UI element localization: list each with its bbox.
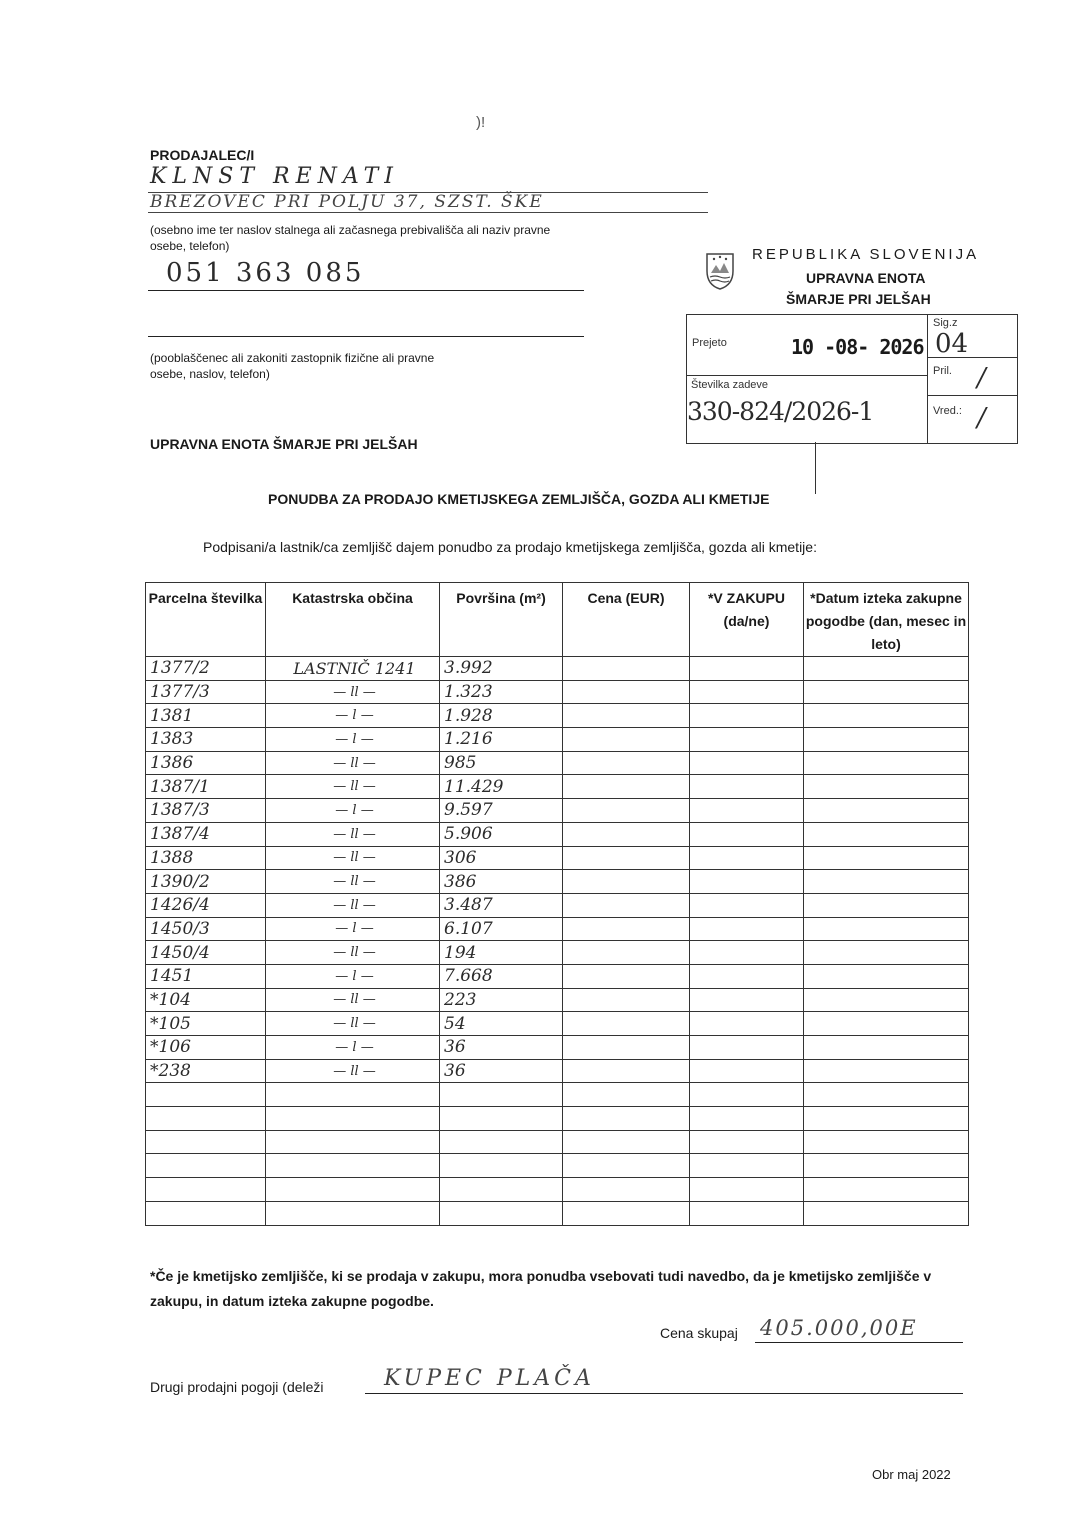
header-lease-end: *Datum izteka zakupne pogodbe (dan, mesec in leto) — [804, 583, 969, 657]
cell-cadastral: — ll — — [266, 775, 440, 799]
cell-area — [440, 1154, 563, 1178]
cell-cadastral: LASTNIČ 1241 — [266, 657, 440, 681]
total-price-label: Cena skupaj — [660, 1325, 738, 1341]
cell-lease-end — [804, 846, 969, 870]
cell-area: 223 — [440, 988, 563, 1012]
coat-of-arms-icon — [704, 251, 736, 291]
cell-parcel — [146, 1130, 266, 1154]
cell-lease-end — [804, 1083, 969, 1107]
cell-area: 3.487 — [440, 893, 563, 917]
cell-cadastral — [266, 1130, 440, 1154]
form-id: Obr maj 2022 — [872, 1467, 951, 1482]
pril-label: Pril. — [933, 365, 952, 377]
cell-lease-end — [804, 704, 969, 728]
cell-area: 36 — [440, 1059, 563, 1083]
cell-cadastral: — l — — [266, 917, 440, 941]
cell-lease-end — [804, 964, 969, 988]
cell-area: 6.107 — [440, 917, 563, 941]
cell-lease — [690, 964, 804, 988]
cell-price — [563, 941, 690, 965]
cell-lease — [690, 822, 804, 846]
cell-price — [563, 1059, 690, 1083]
cell-lease — [690, 799, 804, 823]
cell-price — [563, 870, 690, 894]
cell-lease — [690, 657, 804, 681]
cell-cadastral: — ll — — [266, 751, 440, 775]
cell-parcel: *238 — [146, 1059, 266, 1083]
cell-lease — [690, 846, 804, 870]
sign-label: Sig.z — [933, 317, 958, 329]
cell-price — [563, 775, 690, 799]
cell-lease — [690, 893, 804, 917]
cell-parcel: 1387/3 — [146, 799, 266, 823]
cell-cadastral: — ll — — [266, 846, 440, 870]
stamp-tail-line — [815, 442, 816, 494]
cell-cadastral: — ll — — [266, 893, 440, 917]
cell-price — [563, 917, 690, 941]
table-row — [146, 1036, 969, 1060]
seller-name: KLNST RENATI — [150, 164, 399, 189]
cell-cadastral: — ll — — [266, 822, 440, 846]
cell-area: 386 — [440, 870, 563, 894]
seller-address: BREZOVEC PRI POLJU 37, SZST. ŠKE — [150, 192, 544, 212]
cell-lease-end — [804, 822, 969, 846]
cell-parcel — [146, 1083, 266, 1107]
cell-area: 306 — [440, 846, 563, 870]
seller-caption: (osebno ime ter naslov stalnega ali začasnega prebivališča ali naziv pravne osebe, telefon) — [150, 223, 551, 253]
cell-price — [563, 893, 690, 917]
cell-lease-end — [804, 1201, 969, 1225]
cell-area: 54 — [440, 1012, 563, 1036]
cell-parcel — [146, 1154, 266, 1178]
table-row — [146, 846, 969, 870]
cell-lease-end — [804, 1154, 969, 1178]
cell-parcel: 1450/4 — [146, 941, 266, 965]
cell-price — [563, 751, 690, 775]
cell-lease-end — [804, 1130, 969, 1154]
cell-price — [563, 1130, 690, 1154]
cell-area: 1.928 — [440, 704, 563, 728]
cell-parcel: *105 — [146, 1012, 266, 1036]
table-row — [146, 751, 969, 775]
cell-parcel: 1450/3 — [146, 917, 266, 941]
cell-area: 9.597 — [440, 799, 563, 823]
seller-heading: PRODAJALEC/I — [150, 147, 255, 163]
cell-price — [563, 1178, 690, 1202]
cell-area — [440, 1178, 563, 1202]
cell-lease — [690, 1083, 804, 1107]
cell-area — [440, 1201, 563, 1225]
cell-lease — [690, 1012, 804, 1036]
cell-lease-end — [804, 1036, 969, 1060]
pril-value: / — [977, 363, 986, 393]
cell-parcel: 1381 — [146, 704, 266, 728]
cell-lease — [690, 728, 804, 752]
cell-cadastral: — ll — — [266, 1059, 440, 1083]
cell-lease — [690, 1036, 804, 1060]
page-mark: )! — [476, 114, 486, 131]
cell-lease-end — [804, 775, 969, 799]
cell-parcel: 1451 — [146, 964, 266, 988]
cell-area — [440, 1130, 563, 1154]
cell-parcel — [146, 1107, 266, 1131]
cell-area: 985 — [440, 751, 563, 775]
header-cadastral: Katastrska občina — [266, 583, 440, 657]
cell-lease-end — [804, 728, 969, 752]
cell-lease — [690, 988, 804, 1012]
cell-price — [563, 822, 690, 846]
receipt-stamp — [686, 314, 1018, 444]
cell-price — [563, 1201, 690, 1225]
cell-lease — [690, 917, 804, 941]
parcels-table — [145, 582, 969, 1226]
sign-value: 04 — [935, 329, 969, 359]
cell-lease — [690, 751, 804, 775]
cell-cadastral: — ll — — [266, 1012, 440, 1036]
other-conditions-value: KUPEC PLAČA — [384, 1366, 595, 1391]
cell-cadastral: — ll — — [266, 680, 440, 704]
cell-cadastral: — ll — — [266, 870, 440, 894]
cell-lease — [690, 870, 804, 894]
cell-area: 7.668 — [440, 964, 563, 988]
cell-parcel: *106 — [146, 1036, 266, 1060]
cell-cadastral: — ll — — [266, 941, 440, 965]
cell-cadastral — [266, 1178, 440, 1202]
table-row — [146, 657, 969, 681]
table-row — [146, 704, 969, 728]
header-price: Cena (EUR) — [563, 583, 690, 657]
table-row — [146, 1178, 969, 1202]
stamp-header-republic: REPUBLIKA SLOVENIJA — [752, 246, 980, 263]
table-row — [146, 1012, 969, 1036]
cell-parcel: 1387/4 — [146, 822, 266, 846]
cell-price — [563, 1036, 690, 1060]
table-header-row — [146, 583, 969, 657]
table-row — [146, 680, 969, 704]
cell-price — [563, 846, 690, 870]
table-row — [146, 964, 969, 988]
cell-lease-end — [804, 751, 969, 775]
cell-lease — [690, 1178, 804, 1202]
cell-lease-end — [804, 988, 969, 1012]
cell-parcel: 1377/2 — [146, 657, 266, 681]
cell-lease-end — [804, 1107, 969, 1131]
stamp-header-place: ŠMARJE PRI JELŠAH — [786, 291, 931, 307]
cell-price — [563, 680, 690, 704]
cell-cadastral: — l — — [266, 1036, 440, 1060]
header-area: Površina (m²) — [440, 583, 563, 657]
header-parcel: Parcelna številka — [146, 583, 266, 657]
table-row — [146, 799, 969, 823]
total-price-value: 405.000,00E — [760, 1316, 918, 1340]
cell-lease-end — [804, 1059, 969, 1083]
cell-area: 3.992 — [440, 657, 563, 681]
cell-price — [563, 728, 690, 752]
document-title: PONUDBA ZA PRODAJO KMETIJSKEGA ZEMLJIŠČA, GOZDA ALI KMETIJE — [268, 491, 770, 507]
cell-lease — [690, 941, 804, 965]
cell-cadastral — [266, 1201, 440, 1225]
cell-area: 1.216 — [440, 728, 563, 752]
vred-value: / — [977, 403, 986, 433]
table-row — [146, 917, 969, 941]
seller-phone: 051 363 085 — [166, 258, 365, 288]
table-row — [146, 1107, 969, 1131]
table-row — [146, 870, 969, 894]
cell-parcel — [146, 1178, 266, 1202]
cell-area: 11.429 — [440, 775, 563, 799]
cell-parcel: 1386 — [146, 751, 266, 775]
cell-area: 194 — [440, 941, 563, 965]
stamp-header-unit: UPRAVNA ENOTA — [806, 270, 926, 286]
case-number: 330-824/2026-1 — [687, 397, 874, 426]
cell-lease-end — [804, 657, 969, 681]
cell-lease-end — [804, 1012, 969, 1036]
cell-price — [563, 1154, 690, 1178]
cell-lease — [690, 1154, 804, 1178]
cell-price — [563, 1107, 690, 1131]
table-row — [146, 988, 969, 1012]
cell-lease-end — [804, 799, 969, 823]
cell-parcel: 1377/3 — [146, 680, 266, 704]
table-row — [146, 728, 969, 752]
table-row — [146, 1083, 969, 1107]
table-row — [146, 1059, 969, 1083]
cell-lease-end — [804, 893, 969, 917]
cell-lease — [690, 704, 804, 728]
cell-price — [563, 988, 690, 1012]
case-label: Številka zadeve — [691, 379, 769, 391]
cell-parcel: 1390/2 — [146, 870, 266, 894]
cell-cadastral: — l — — [266, 704, 440, 728]
cell-cadastral: — ll — — [266, 988, 440, 1012]
vred-label: Vred.: — [933, 405, 962, 417]
cell-parcel: 1383 — [146, 728, 266, 752]
cell-lease-end — [804, 680, 969, 704]
cell-parcel: 1387/1 — [146, 775, 266, 799]
cell-price — [563, 1083, 690, 1107]
cell-lease-end — [804, 1178, 969, 1202]
table-row — [146, 822, 969, 846]
cell-parcel — [146, 1201, 266, 1225]
cell-price — [563, 704, 690, 728]
other-conditions-label: Drugi prodajni pogoji (deleži — [150, 1379, 324, 1395]
authority: UPRAVNA ENOTA ŠMARJE PRI JELŠAH — [150, 436, 418, 452]
footnote: *Če je kmetijsko zemljišče, ki se prodaja v zakupu, mora ponudba vsebovati tudi navedbo, da je kmetijsko zemljišče v zakupu, in datum izteka zakupne pogodbe. — [150, 1268, 932, 1309]
received-label: Prejeto — [692, 337, 727, 349]
representative-caption: (pooblaščenec ali zakoniti zastopnik fizične ali pravne osebe, naslov, telefon) — [150, 351, 435, 381]
cell-price — [563, 964, 690, 988]
cell-parcel: 1388 — [146, 846, 266, 870]
cell-lease — [690, 680, 804, 704]
cell-cadastral — [266, 1083, 440, 1107]
cell-parcel: 1426/4 — [146, 893, 266, 917]
cell-lease — [690, 775, 804, 799]
table-row — [146, 941, 969, 965]
cell-area — [440, 1107, 563, 1131]
cell-cadastral: — l — — [266, 728, 440, 752]
cell-area — [440, 1083, 563, 1107]
cell-lease-end — [804, 941, 969, 965]
cell-lease — [690, 1059, 804, 1083]
cell-lease-end — [804, 917, 969, 941]
table-row — [146, 893, 969, 917]
table-row — [146, 1130, 969, 1154]
cell-cadastral: — l — — [266, 964, 440, 988]
cell-price — [563, 657, 690, 681]
cell-price — [563, 799, 690, 823]
cell-area: 5.906 — [440, 822, 563, 846]
cell-lease — [690, 1107, 804, 1131]
table-row — [146, 775, 969, 799]
cell-cadastral: — l — — [266, 799, 440, 823]
cell-lease — [690, 1130, 804, 1154]
header-lease: *V ZAKUPU (da/ne) — [690, 583, 804, 657]
cell-area: 36 — [440, 1036, 563, 1060]
table-row — [146, 1154, 969, 1178]
table-row — [146, 1201, 969, 1225]
cell-cadastral — [266, 1154, 440, 1178]
intro-text: Podpisani/a lastnik/ca zemljišč dajem ponudbo za prodajo kmetijskega zemljišča, gozda ali kmetije: — [203, 539, 817, 555]
received-date: 10 -08- 2026 — [791, 335, 924, 359]
cell-area: 1.323 — [440, 680, 563, 704]
cell-price — [563, 1012, 690, 1036]
cell-lease-end — [804, 870, 969, 894]
cell-lease — [690, 1201, 804, 1225]
cell-parcel: *104 — [146, 988, 266, 1012]
cell-cadastral — [266, 1107, 440, 1131]
